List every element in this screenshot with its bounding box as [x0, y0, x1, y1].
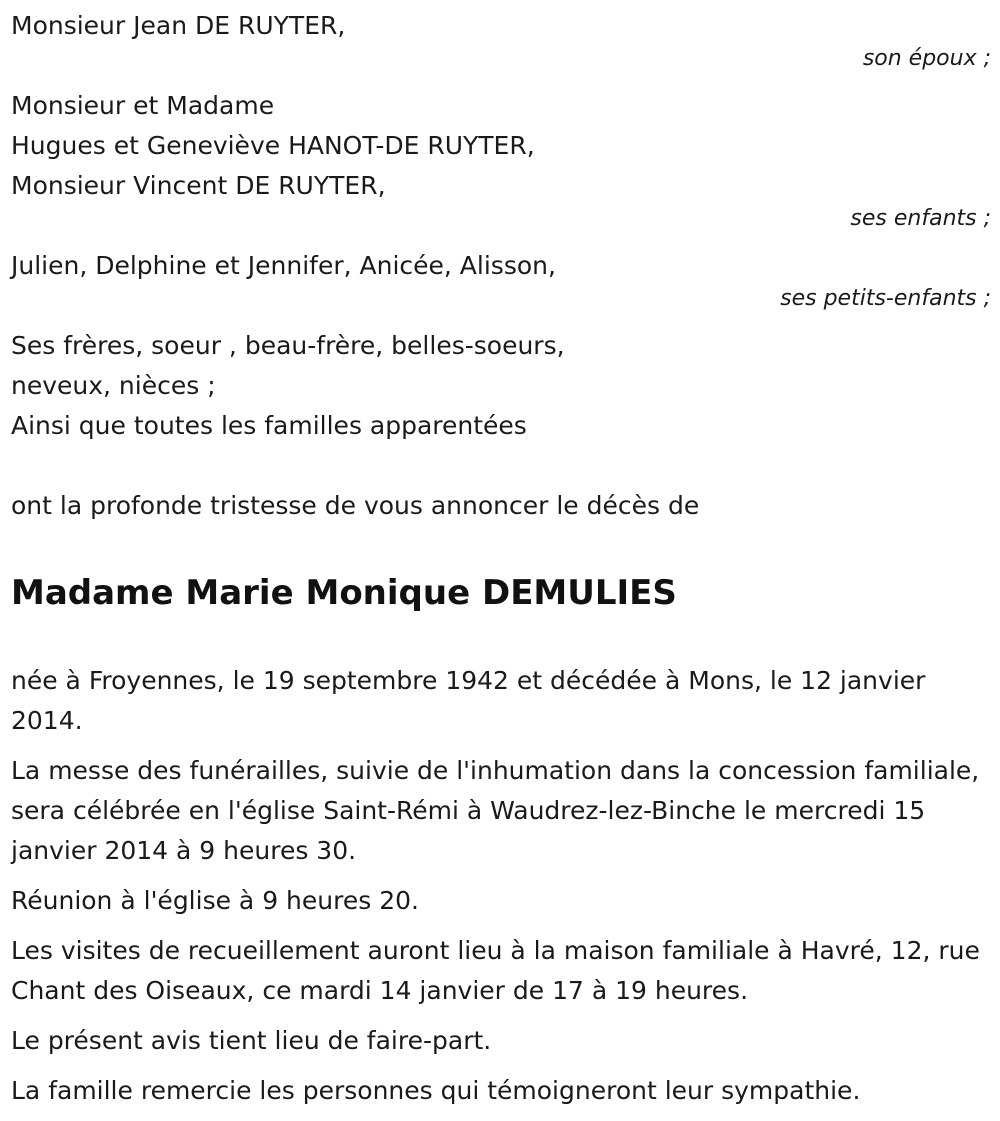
funeral-paragraph: La messe des funérailles, suivie de l'inhumation dans la concession familiale, sera célébrée en l'église Saint-Rémi à Waudrez-lez-Binche le mercredi 15 janvier 2014 à 9 heures 30.	[11, 756, 980, 865]
obituary-notice	[11, 6, 991, 1121]
other-relatives-line: neveux, nièces ;	[11, 371, 216, 400]
spouse-name: Monsieur Jean DE RUYTER,	[11, 11, 346, 40]
meeting-paragraph: Réunion à l'église à 9 heures 20.	[11, 886, 419, 915]
spouse-block	[11, 6, 991, 72]
other-relatives-line: Ses frères, soeur , beau-frère, belles-soeurs,	[11, 331, 565, 360]
other-relatives-line: Ainsi que toutes les familles apparentées	[11, 411, 527, 440]
child-name: Monsieur Vincent DE RUYTER,	[11, 171, 386, 200]
child-name: Monsieur et Madame	[11, 91, 275, 120]
visits-paragraph: Les visites de recueillement auront lieu à la maison familiale à Havré, 12, rue Chant des Oiseaux, ce mardi 14 janvier de 17 à 19 heures.	[11, 936, 980, 1005]
birth-death-paragraph: née à Froyennes, le 19 septembre 1942 et décédée à Mons, le 12 janvier 2014.	[11, 666, 926, 735]
grandchildren-block	[11, 246, 991, 312]
announcement-text: ont la profonde tristesse de vous annoncer le décès de	[11, 491, 700, 520]
children-relation: ses enfants ;	[850, 206, 991, 231]
deceased-name: Madame Marie Monique DEMULIES	[11, 573, 677, 613]
grandchildren-names: Julien, Delphine et Jennifer, Anicée, Alisson,	[11, 251, 556, 280]
notice-paragraph: Le présent avis tient lieu de faire-part.	[11, 1026, 492, 1055]
thanks-paragraph: La famille remercie les personnes qui témoigneront leur sympathie.	[11, 1076, 861, 1105]
spouse-relation: son époux ;	[862, 46, 991, 71]
other-relatives-block	[11, 326, 991, 446]
details-block	[11, 661, 991, 1111]
children-block	[11, 86, 991, 232]
child-name: Hugues et Geneviève HANOT-DE RUYTER,	[11, 131, 535, 160]
grandchildren-relation: ses petits-enfants ;	[780, 286, 991, 311]
